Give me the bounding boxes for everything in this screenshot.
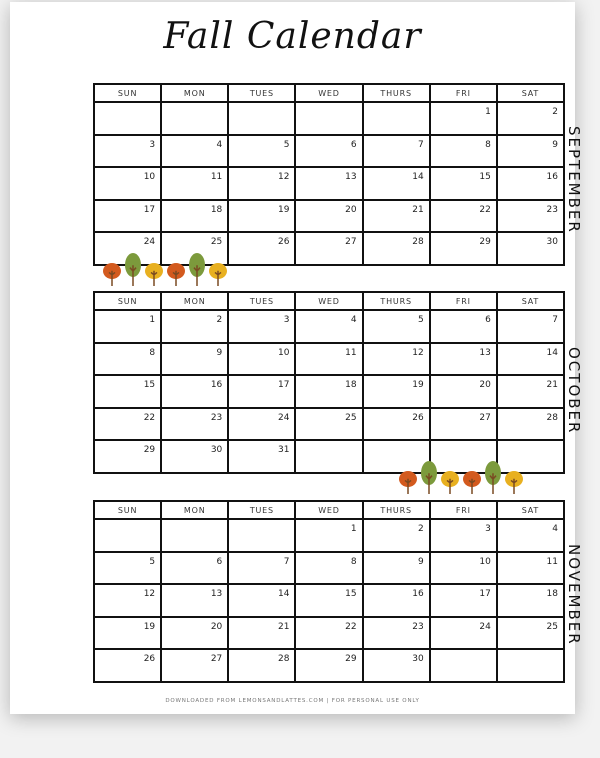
tree-icon [102, 262, 122, 286]
day-cell[interactable] [363, 649, 430, 682]
day-cell[interactable] [161, 408, 228, 441]
weekday-header-row [94, 292, 564, 310]
weekday-header: MON [161, 84, 228, 102]
day-cell[interactable] [430, 102, 497, 135]
day-cell[interactable] [94, 552, 161, 585]
day-cell[interactable] [228, 552, 295, 585]
calendar-sheet [10, 2, 583, 714]
day-cell[interactable] [497, 200, 564, 233]
day-cell[interactable] [94, 375, 161, 408]
day-number: 27 [479, 412, 491, 423]
weekday-header: TUES [228, 84, 295, 102]
day-number: 4 [552, 524, 558, 534]
day-number: 11 [546, 556, 558, 567]
day-cell[interactable] [497, 102, 564, 135]
day-number: 7 [552, 315, 558, 325]
week-row [94, 552, 564, 585]
day-cell[interactable] [228, 584, 295, 617]
day-number: 12 [412, 347, 424, 358]
day-cell[interactable] [363, 375, 430, 408]
weekday-header: THURS [363, 292, 430, 310]
day-number: 17 [277, 380, 290, 390]
day-cell[interactable] [94, 440, 161, 473]
day-cell[interactable] [295, 649, 362, 682]
weekday-header: TUES [228, 501, 295, 519]
day-number: 20 [210, 621, 223, 632]
day-number: 18 [345, 380, 357, 390]
day-number: 29 [345, 654, 357, 664]
tree-icon [398, 470, 418, 494]
day-cell[interactable] [430, 584, 497, 617]
day-cell[interactable] [497, 310, 564, 343]
day-cell[interactable] [363, 200, 430, 233]
day-number: 26 [143, 654, 156, 664]
day-number: 22 [479, 204, 491, 215]
day-number: 2 [417, 524, 424, 534]
day-number: 15 [345, 589, 357, 599]
day-cell[interactable] [161, 519, 228, 552]
day-cell[interactable] [94, 102, 161, 135]
day-cell[interactable] [430, 232, 497, 265]
day-number: 10 [143, 172, 156, 182]
month-label-october: OCTOBER [565, 347, 583, 435]
day-number: 25 [345, 412, 357, 423]
day-cell[interactable] [497, 167, 564, 200]
day-number: 10 [277, 347, 290, 358]
day-number [558, 444, 563, 448]
day-number: 21 [412, 204, 424, 215]
day-number: 28 [412, 237, 424, 247]
day-number: 23 [546, 204, 558, 215]
tree-icon [188, 252, 206, 286]
day-number: 6 [350, 139, 357, 150]
day-cell[interactable] [228, 232, 295, 265]
day-number: 11 [210, 172, 223, 182]
day-cell[interactable] [430, 310, 497, 343]
day-cell[interactable] [228, 167, 295, 200]
tree-icon [208, 262, 228, 286]
day-number [155, 106, 160, 110]
month-label-november: NOVEMBER [565, 544, 583, 646]
day-number: 5 [283, 139, 290, 150]
day-number [222, 106, 227, 110]
day-number: 24 [143, 237, 156, 247]
day-number: 14 [546, 347, 558, 358]
day-cell[interactable] [161, 167, 228, 200]
day-cell[interactable] [363, 519, 430, 552]
day-cell[interactable] [363, 617, 430, 650]
day-cell[interactable] [363, 310, 430, 343]
tree-icon [462, 470, 482, 494]
tree-icon [166, 262, 186, 286]
day-number: 19 [277, 204, 290, 215]
day-number: 5 [417, 315, 424, 325]
day-number: 18 [546, 589, 558, 599]
day-number [155, 523, 160, 527]
day-number: 22 [143, 412, 156, 423]
day-cell[interactable] [94, 167, 161, 200]
day-number: 1 [149, 315, 156, 325]
day-cell[interactable] [430, 519, 497, 552]
day-number: 7 [417, 139, 424, 150]
day-cell[interactable] [295, 519, 362, 552]
tree-icon [144, 262, 164, 286]
day-number: 16 [412, 589, 424, 599]
day-cell[interactable] [295, 552, 362, 585]
day-cell[interactable] [161, 343, 228, 376]
day-number: 8 [149, 347, 156, 358]
day-cell[interactable] [295, 343, 362, 376]
day-cell[interactable] [363, 135, 430, 168]
day-number: 24 [277, 412, 290, 423]
day-cell[interactable] [161, 552, 228, 585]
day-number: 26 [277, 237, 290, 247]
fall-trees-decoration-left [102, 252, 228, 286]
week-row [94, 200, 564, 233]
day-cell[interactable] [363, 584, 430, 617]
day-number [491, 653, 496, 657]
weekday-header-row [94, 84, 564, 102]
day-number: 30 [412, 654, 424, 664]
day-cell[interactable] [295, 232, 362, 265]
tree-icon [420, 460, 438, 494]
day-number: 27 [210, 654, 223, 664]
page-title: Fall Calendar [163, 16, 422, 57]
day-cell[interactable] [430, 552, 497, 585]
weekday-header: SUN [94, 292, 161, 310]
day-number: 17 [479, 589, 491, 599]
day-cell[interactable] [94, 343, 161, 376]
day-number: 5 [149, 556, 156, 567]
day-number: 19 [412, 380, 424, 390]
day-cell[interactable] [363, 343, 430, 376]
day-number [357, 106, 362, 110]
day-cell[interactable] [161, 310, 228, 343]
day-cell[interactable] [295, 102, 362, 135]
day-number: 15 [143, 380, 156, 390]
day-number: 16 [210, 380, 223, 390]
day-number: 3 [485, 524, 491, 534]
day-number: 28 [546, 412, 558, 423]
day-number: 26 [412, 412, 424, 423]
day-cell[interactable] [430, 200, 497, 233]
day-cell[interactable] [363, 232, 430, 265]
day-number: 4 [350, 315, 357, 325]
day-number [424, 444, 429, 448]
day-number [491, 444, 496, 448]
week-row [94, 343, 564, 376]
day-cell[interactable] [295, 200, 362, 233]
day-number: 24 [479, 621, 491, 632]
day-cell[interactable] [295, 440, 362, 473]
week-row [94, 310, 564, 343]
weekday-header: WED [295, 84, 362, 102]
day-cell[interactable] [497, 408, 564, 441]
day-number [222, 523, 227, 527]
day-cell[interactable] [228, 200, 295, 233]
day-number: 18 [210, 204, 223, 215]
day-number: 14 [412, 172, 424, 182]
day-cell[interactable] [363, 167, 430, 200]
day-number: 9 [552, 139, 558, 150]
day-cell[interactable] [228, 135, 295, 168]
day-cell[interactable] [94, 649, 161, 682]
day-number: 17 [143, 204, 156, 215]
month-label-september: SEPTEMBER [565, 126, 583, 234]
day-number: 16 [546, 172, 558, 182]
day-cell[interactable] [161, 375, 228, 408]
day-cell[interactable] [497, 375, 564, 408]
week-row [94, 102, 564, 135]
weekday-header: THURS [363, 501, 430, 519]
day-cell[interactable] [295, 408, 362, 441]
day-number: 6 [485, 315, 491, 325]
day-number: 25 [546, 621, 558, 632]
day-number: 27 [345, 237, 357, 247]
day-number: 29 [143, 445, 156, 455]
day-number: 13 [345, 172, 357, 182]
day-cell[interactable] [430, 649, 497, 682]
day-cell[interactable] [430, 375, 497, 408]
day-number: 25 [210, 237, 223, 247]
week-row [94, 584, 564, 617]
day-number: 20 [345, 204, 357, 215]
day-number [558, 653, 563, 657]
day-cell[interactable] [295, 167, 362, 200]
day-number: 22 [345, 621, 357, 632]
day-number: 2 [552, 107, 558, 117]
day-number: 6 [216, 556, 223, 567]
weekday-header: FRI [430, 84, 497, 102]
fall-trees-decoration-right [398, 460, 524, 494]
weekday-header: FRI [430, 292, 497, 310]
week-row [94, 167, 564, 200]
day-number: 23 [210, 412, 223, 423]
week-row [94, 617, 564, 650]
calendar-september [93, 83, 565, 266]
weekday-header: MON [161, 292, 228, 310]
week-row [94, 519, 564, 552]
day-cell[interactable] [228, 375, 295, 408]
day-number: 23 [412, 621, 424, 632]
day-cell[interactable] [228, 102, 295, 135]
tree-icon [124, 252, 142, 286]
day-cell[interactable] [94, 519, 161, 552]
day-cell[interactable] [295, 135, 362, 168]
day-number: 3 [149, 139, 156, 150]
day-cell[interactable] [497, 135, 564, 168]
day-cell[interactable] [430, 135, 497, 168]
day-number: 14 [277, 589, 290, 599]
tree-icon [484, 460, 502, 494]
day-number: 1 [350, 524, 357, 534]
day-number: 8 [485, 139, 491, 150]
day-number: 10 [479, 556, 491, 567]
weekday-header: MON [161, 501, 228, 519]
day-number: 20 [479, 380, 491, 390]
weekday-header-row [94, 501, 564, 519]
day-cell[interactable] [94, 135, 161, 168]
day-number: 12 [143, 589, 156, 599]
day-number: 19 [143, 621, 156, 632]
day-number: 1 [485, 107, 491, 117]
day-cell[interactable] [161, 440, 228, 473]
day-cell[interactable] [161, 649, 228, 682]
day-cell[interactable] [430, 343, 497, 376]
day-cell[interactable] [295, 310, 362, 343]
weekday-header: TUES [228, 292, 295, 310]
day-cell[interactable] [228, 408, 295, 441]
day-number: 3 [283, 315, 290, 325]
weekday-header: SAT [497, 501, 564, 519]
day-cell[interactable] [430, 408, 497, 441]
day-cell[interactable] [497, 649, 564, 682]
day-number: 11 [345, 347, 357, 358]
day-number: 7 [283, 556, 290, 567]
day-cell[interactable] [363, 408, 430, 441]
day-number: 8 [350, 556, 357, 567]
week-row [94, 408, 564, 441]
weekday-header: THURS [363, 84, 430, 102]
day-number [289, 106, 294, 110]
day-number [424, 106, 429, 110]
day-cell[interactable] [295, 375, 362, 408]
day-number: 12 [277, 172, 290, 182]
week-row [94, 649, 564, 682]
calendar-october [93, 291, 565, 474]
day-number: 29 [479, 237, 491, 247]
day-number: 30 [210, 445, 223, 455]
day-number: 31 [277, 445, 290, 455]
tree-icon [504, 470, 524, 494]
calendar-november [93, 500, 565, 683]
day-cell[interactable] [497, 343, 564, 376]
day-number [289, 523, 294, 527]
day-cell[interactable] [363, 102, 430, 135]
day-number: 4 [216, 139, 223, 150]
weekday-header: WED [295, 501, 362, 519]
day-cell[interactable] [94, 310, 161, 343]
day-cell[interactable] [497, 519, 564, 552]
day-number: 2 [216, 315, 223, 325]
day-cell[interactable] [94, 584, 161, 617]
day-number: 30 [546, 237, 558, 247]
day-number: 28 [277, 654, 290, 664]
day-cell[interactable] [161, 200, 228, 233]
day-number: 21 [546, 380, 558, 390]
day-cell[interactable] [94, 617, 161, 650]
day-number: 21 [277, 621, 290, 632]
day-cell[interactable] [497, 552, 564, 585]
weekday-header: SUN [94, 84, 161, 102]
week-row [94, 375, 564, 408]
weekday-header: WED [295, 292, 362, 310]
day-cell[interactable] [228, 617, 295, 650]
day-cell[interactable] [430, 167, 497, 200]
day-cell[interactable] [497, 617, 564, 650]
day-number [357, 444, 362, 448]
day-cell[interactable] [430, 617, 497, 650]
day-cell[interactable] [363, 552, 430, 585]
footer-note: DOWNLOADED FROM LEMONSANDLATTES.COM | FOR PERSONAL USE ONLY [165, 698, 420, 704]
weekday-header: SUN [94, 501, 161, 519]
day-cell[interactable] [497, 584, 564, 617]
day-cell[interactable] [228, 440, 295, 473]
day-cell[interactable] [228, 310, 295, 343]
weekday-header: SAT [497, 292, 564, 310]
week-row [94, 135, 564, 168]
weekday-header: SAT [497, 84, 564, 102]
day-cell[interactable] [228, 519, 295, 552]
day-cell[interactable] [161, 135, 228, 168]
day-number: 9 [417, 556, 424, 567]
day-cell[interactable] [94, 408, 161, 441]
day-cell[interactable] [94, 200, 161, 233]
day-cell[interactable] [295, 584, 362, 617]
day-number: 13 [210, 589, 223, 599]
day-number: 13 [479, 347, 491, 358]
day-cell[interactable] [295, 617, 362, 650]
day-cell[interactable] [497, 232, 564, 265]
day-cell[interactable] [228, 649, 295, 682]
day-number: 9 [216, 347, 223, 358]
day-cell[interactable] [161, 617, 228, 650]
tree-icon [440, 470, 460, 494]
day-number: 15 [479, 172, 491, 182]
day-cell[interactable] [228, 343, 295, 376]
day-cell[interactable] [161, 584, 228, 617]
day-cell[interactable] [161, 102, 228, 135]
weekday-header: FRI [430, 501, 497, 519]
